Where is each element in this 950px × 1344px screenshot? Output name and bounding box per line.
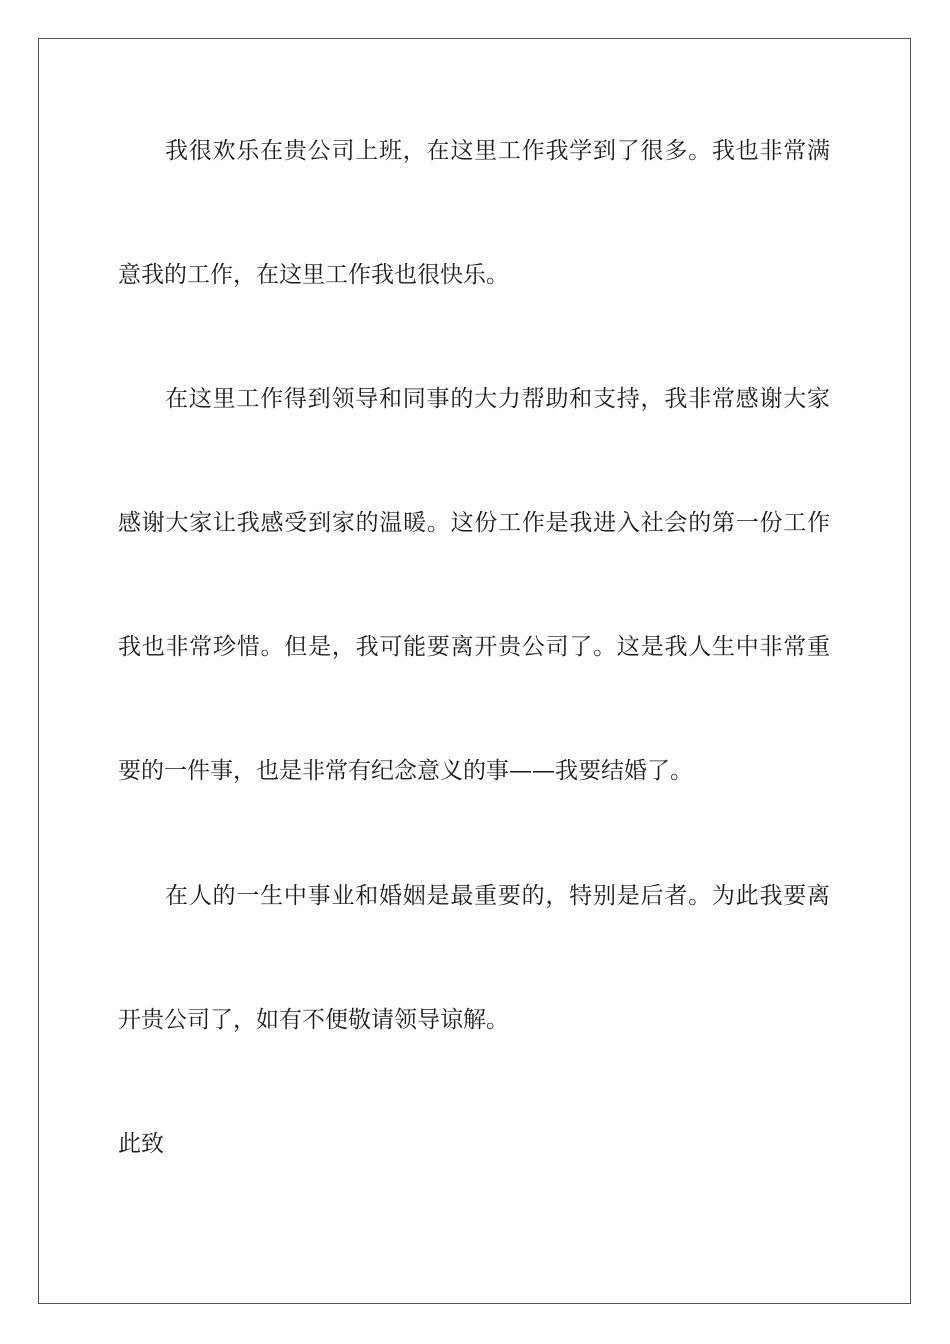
paragraph-2-line-3: 我也非常珍惜。但是，我可能要离开贵公司了。这是我人生中非常重	[118, 634, 830, 660]
paragraph-3-line-2: 开贵公司了，如有不便敬请领导谅解。	[118, 1007, 509, 1033]
paragraph-2-line-4: 要的一件事，也是非常有纪念意义的事——我要结婚了。	[118, 758, 693, 784]
paragraph-3-line-1: 在人的一生中事业和婚姻是最重要的，特别是后者。为此我要离	[165, 883, 830, 909]
paragraph-2-line-2: 感谢大家让我感受到家的温暖。这份工作是我进入社会的第一份工作	[118, 510, 830, 536]
closing-salutation: 此致	[118, 1131, 164, 1157]
paragraph-1-line-2: 意我的工作，在这里工作我也很快乐。	[118, 262, 509, 288]
paragraph-2-line-1: 在这里工作得到领导和同事的大力帮助和支持，我非常感谢大家	[165, 386, 830, 412]
paragraph-1-line-1: 我很欢乐在贵公司上班，在这里工作我学到了很多。我也非常满	[165, 138, 830, 164]
page-border	[38, 38, 911, 1304]
